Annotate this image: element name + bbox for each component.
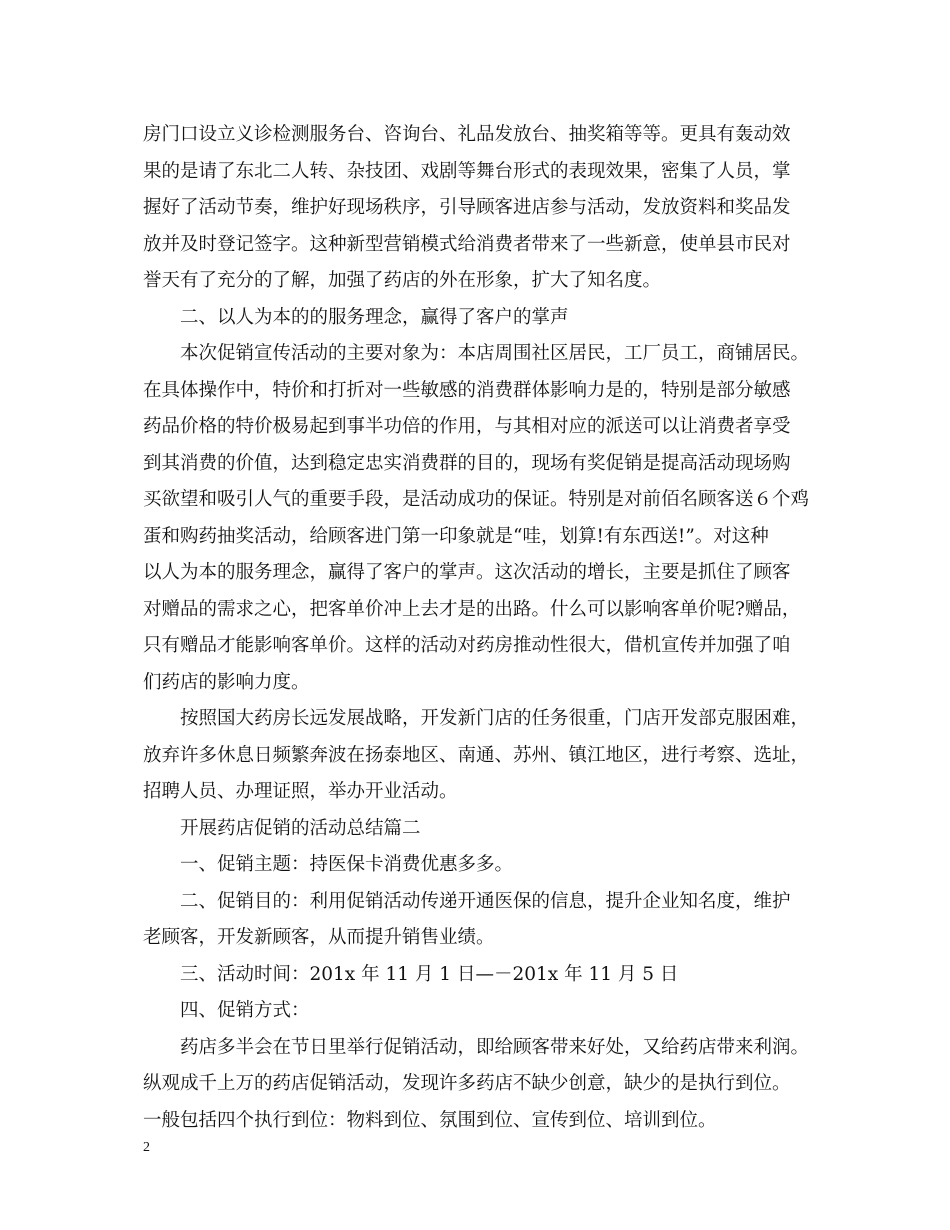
section-heading: 一、促销主题：持医保卡消费优惠多多。 (180, 854, 514, 875)
text-line: 在具体操作中，特价和打折对一些敏感的消费群体影响力是的，特别是部分敏感 (143, 379, 791, 401)
text-line: 老顾客，开发新顾客，从而提升销售业绩。 (143, 927, 495, 948)
section-heading: 二、以人为本的的服务理念，赢得了客户的掌声 (180, 306, 569, 328)
text-line: 誉天有了充分的了解，加强了药店的外在形象，扩大了知名度。 (143, 270, 662, 291)
section-heading: 三、活动时间：201x 年 11 月 1 日—－201x 年 11 月 5 日 (180, 963, 679, 985)
text-line: 按照国大药房长远发展战略，开发新门店的任务很重，门店开发部克服困难， (180, 708, 810, 729)
text-line: 招聘人员、办理证照，举办开业活动。 (143, 781, 458, 802)
text-line: 到其消费的价值，达到稳定忠实消费群的目的，现场有奖促销是提高活动现场购 (143, 452, 791, 474)
text-line: 药店多半会在节日里举行促销活动，即给顾客带来好处，又给药店带来利润。 (180, 1036, 810, 1058)
section-heading: 四、促销方式： (180, 1000, 310, 1021)
text-line: 纵观成千上万的药店促销活动，发现许多药店不缺少创意，缺少的是执行到位。 (143, 1073, 791, 1094)
text-line: 们药店的影响力度。 (143, 671, 310, 693)
text-line: 一般包括四个执行到位：物料到位、氛围到位、宣传到位、培训到位。 (143, 1109, 717, 1131)
text-line: 只有赠品才能影响客单价。这样的活动对药房推动性很大，借机宣传并加强了咱 (143, 635, 791, 656)
text-line: 房门口设立义诊检测服务台、咨询台、礼品发放台、抽奖箱等等。更具有轰动效 (143, 124, 791, 145)
document-body (143, 117, 813, 1139)
section-heading: 二、促销目的：利用促销活动传递开通医保的信息，提升企业知名度，维护 (180, 890, 791, 912)
text-line: 握好了活动节奏，维护好现场秩序，引导顾客进店参与活动，发放资料和奖品发 (143, 197, 791, 218)
page-number: 2 (143, 1140, 150, 1155)
text-line: 药品价格的特价极易起到事半功倍的作用，与其相对应的派送可以让消费者享受 (143, 416, 791, 437)
text-line: 以人为本的服务理念，赢得了客户的掌声。这次活动的增长，主要是抓住了顾客 (143, 562, 791, 583)
text-line: 本次促销宣传活动的主要对象为：本店周围社区居民，工厂员工，商铺居民。 (180, 343, 810, 364)
text-line: 放并及时登记签字。这种新型营销模式给消费者带来了一些新意，使单县市民对 (143, 233, 791, 255)
text-line: 蛋和购药抽奖活动，给顾客进门第一印象就是“哇，划算!有东西送!”。对这种 (143, 525, 769, 547)
section-title: 开展药店促销的活动总结篇二 (180, 817, 421, 839)
text-line: 果的是请了东北二人转、杂技团、戏剧等舞台形式的表现效果，密集了人员，掌 (143, 160, 791, 182)
text-line: 买欲望和吸引人气的重要手段，是活动成功的保证。特别是对前佰名顾客送６个鸡 (143, 489, 810, 510)
text-line: 放弃许多休息日频繁奔波在扬泰地区、南通、苏州、镇江地区，进行考察、选址， (143, 744, 810, 766)
text-line: 对赠品的需求之心，把客单价冲上去才是的出路。什么可以影响客单价呢?赠品， (143, 598, 801, 620)
